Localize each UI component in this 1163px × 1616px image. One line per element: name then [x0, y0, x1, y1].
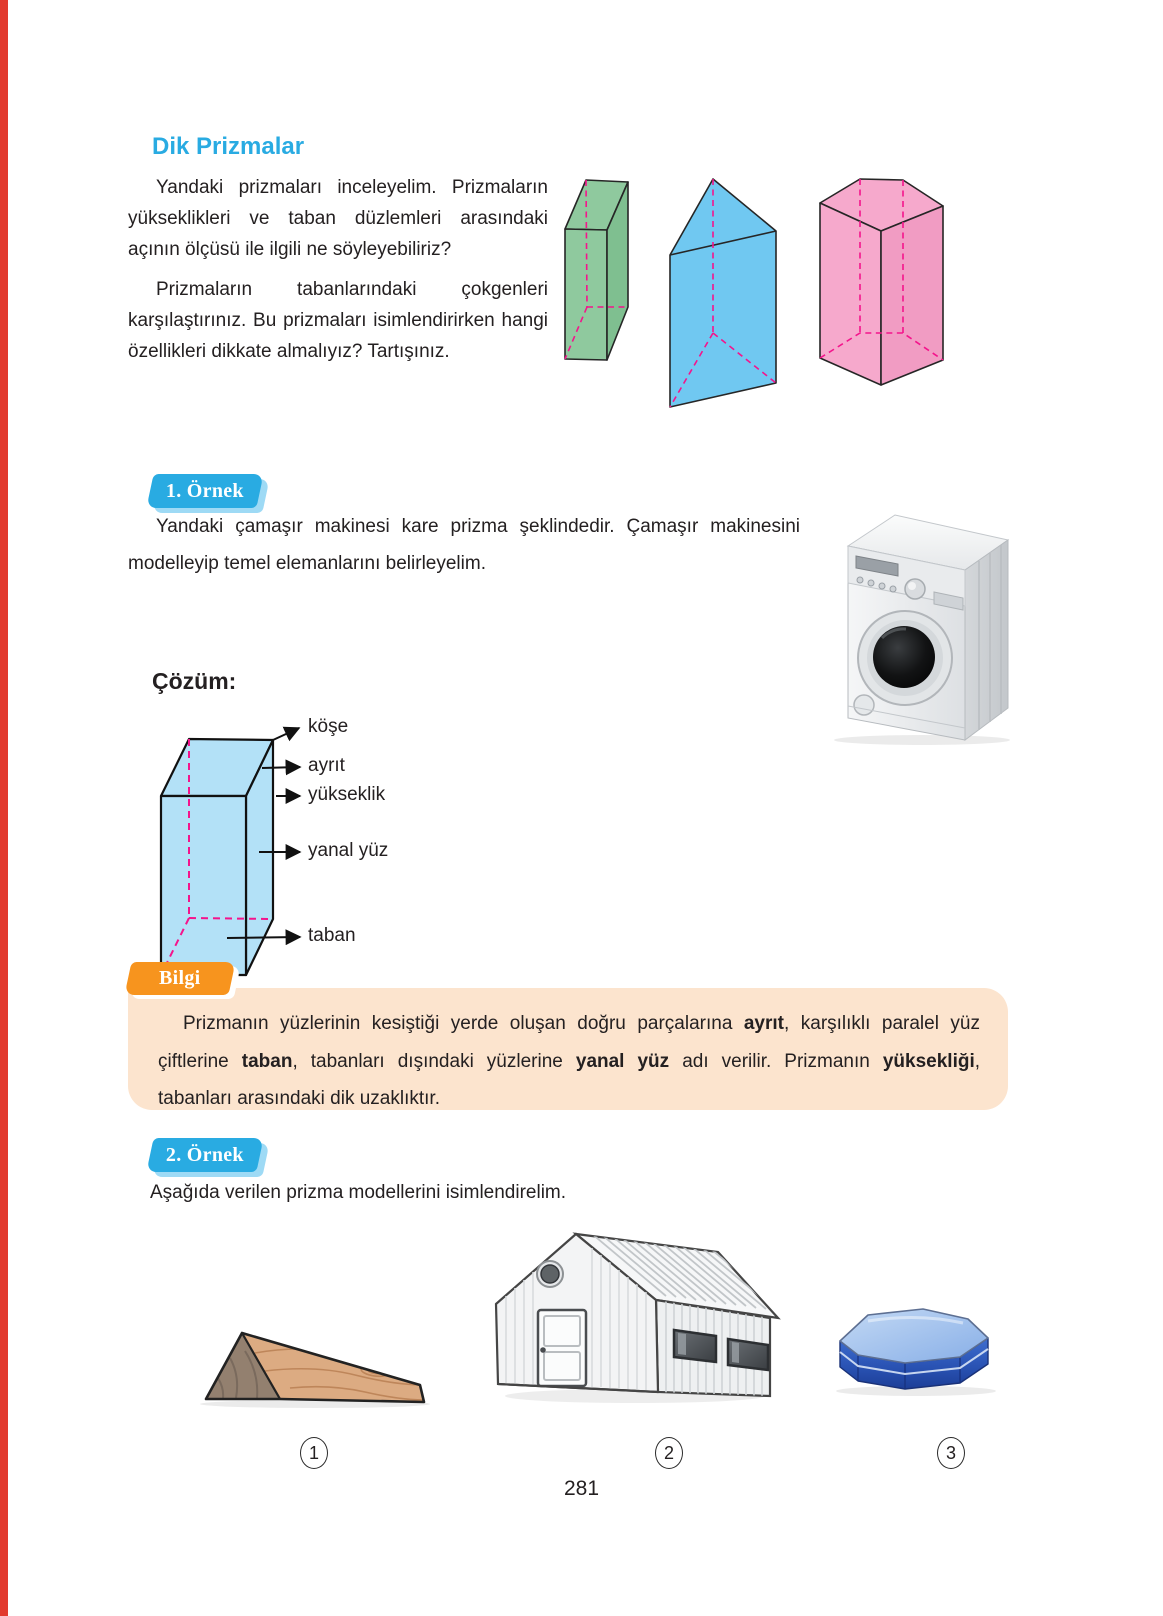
house-illustration [480, 1212, 780, 1412]
machine-button [890, 586, 896, 592]
wooden-triangular-prism-illustration [170, 1283, 440, 1411]
model-number-2: 2 [655, 1437, 683, 1469]
machine-button [868, 580, 874, 586]
solution-heading: Çözüm: [152, 668, 237, 694]
washing-machine-illustration [812, 500, 1017, 745]
door-knob [540, 1347, 546, 1353]
house-door [538, 1310, 586, 1386]
label-taban: taban [308, 925, 356, 946]
prisms-illustration [540, 165, 1020, 415]
info-badge-label: Bilgi [159, 967, 201, 989]
example-2-text: Aşağıda verilen prizma modellerini isimlendirelim. [150, 1182, 567, 1203]
example-1-badge [146, 474, 263, 508]
example-2-badge [146, 1138, 263, 1172]
label-yanal-yuz: yanal yüz [308, 840, 389, 861]
section-title: Dik Prizmalar [152, 133, 305, 160]
label-ayrit: ayrıt [308, 755, 345, 776]
machine-button [879, 583, 885, 589]
intro-paragraphs [128, 172, 548, 376]
label-kose: köşe [308, 716, 349, 737]
intro-paragraph-2: Prizmaların tabanlarındaki çokgenleri karşılaştırınız. Bu prizmaları isimlendirirken hangi özellikleri dikkate almalıyız? Tartışınız. [128, 279, 548, 362]
example-2-badge-label: 2. Örnek [166, 1143, 244, 1166]
pink-pentagonal-prism-illustration [820, 179, 943, 385]
blue-triangular-prism-illustration [670, 179, 776, 407]
intro-paragraph-1: Yandaki prizmaları inceleyelim. Prizmaların yükseklikleri ve taban düzlemleri arasındaki açının ölçüsü ile ilgili ne söyleyebiliriz? [128, 177, 548, 260]
diagram-front-face [161, 796, 246, 975]
machine-shadow [834, 735, 1010, 745]
octagonal-prism-illustration [828, 1283, 1006, 1401]
machine-drum [873, 626, 935, 688]
example-1-text: Yandaki çamaşır makinesi kare prizma şeklindedir. Çamaşır makinesini modelleyip temel elemanlarını belirleyelim. [128, 516, 800, 574]
page-number: 281 [563, 1477, 600, 1500]
info-box [128, 988, 1008, 1110]
page-edge-strip [0, 0, 8, 1616]
info-text: Prizmanın yüzlerinin kesiştiği yerde oluşan doğru parçalarına ayrıt, karşılıklı paralel yüz çiftlerine taban, tabanları dışındaki yüzlerine yanal yüz adı verilir. Prizmanın yüksekliği, tabanları arasındaki dik uzaklıktır. [158, 1013, 981, 1109]
machine-button [857, 577, 863, 583]
label-yukseklik: yükseklik [308, 784, 386, 805]
green-rectangular-prism-illustration [565, 180, 628, 360]
example-1-badge-label: 1. Örnek [166, 479, 244, 502]
machine-filter-cap [854, 695, 874, 715]
model-number-1: 1 [300, 1437, 328, 1469]
info-badge [124, 962, 235, 995]
machine-knob [905, 579, 925, 599]
model-number-3: 3 [937, 1437, 965, 1469]
